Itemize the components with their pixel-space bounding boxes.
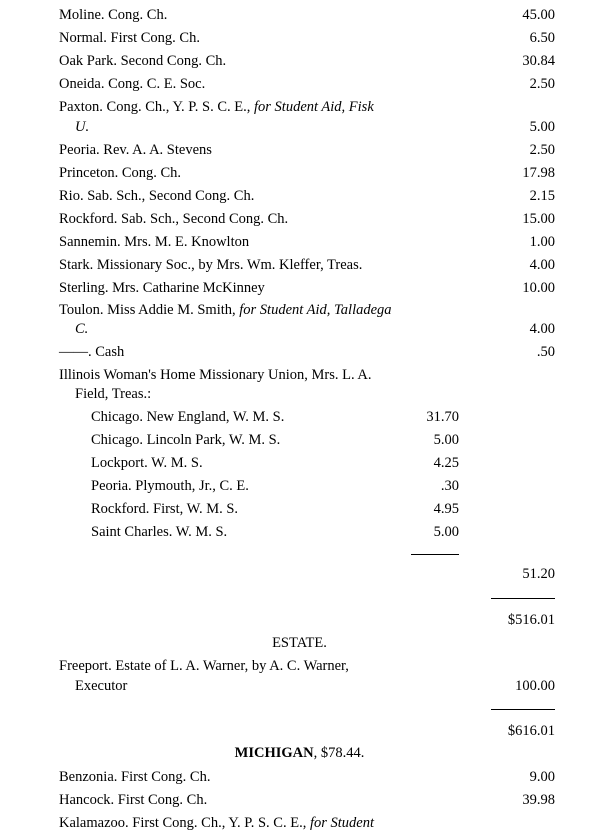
entry-label-italic: for Student bbox=[309, 815, 374, 831]
entry-amount: 5.00 bbox=[529, 119, 555, 135]
union-item bbox=[0, 475, 599, 498]
entry-label: Hancock. First Cong. Ch. bbox=[59, 792, 208, 808]
entry-amount: 1.00 bbox=[529, 234, 555, 250]
union-subtotal-row bbox=[0, 563, 599, 586]
entry-label: Peoria. Rev. A. A. Stevens bbox=[59, 142, 212, 158]
entry-amount: 10.00 bbox=[522, 280, 555, 296]
union-row-cont bbox=[0, 383, 599, 406]
union-item bbox=[0, 498, 599, 521]
union-item bbox=[0, 406, 599, 429]
entry-label: Rockford. Sab. Sch., Second Cong. Ch. bbox=[59, 211, 289, 227]
union-item bbox=[0, 429, 599, 452]
entry-label: Rio. Sab. Sch., Second Cong. Ch. bbox=[59, 188, 255, 204]
entry-row bbox=[0, 73, 599, 96]
union-item-amount: 31.70 bbox=[426, 409, 459, 425]
entry-label: Normal. First Cong. Ch. bbox=[59, 30, 200, 46]
union-item-amount: .30 bbox=[440, 478, 459, 494]
total-amount: $616.01 bbox=[507, 723, 555, 739]
estate-amount: 100.00 bbox=[515, 678, 555, 694]
entry-amount: 39.98 bbox=[522, 792, 555, 808]
union-item-amount: 4.25 bbox=[433, 455, 459, 471]
entry-label: Sannemin. Mrs. M. E. Knowlton bbox=[59, 234, 250, 250]
entry-label-text: Toulon. Miss Addie M. Smith, bbox=[59, 302, 240, 318]
entry-row bbox=[0, 254, 599, 277]
entry-continuation bbox=[75, 319, 88, 339]
entry-amount: 17.98 bbox=[522, 165, 555, 181]
michigan-heading-total: , $78.44. bbox=[313, 745, 365, 761]
estate-label: Freeport. Estate of L. A. Warner, by A. C. Warner, bbox=[59, 658, 349, 674]
michigan-heading bbox=[0, 743, 599, 763]
entry-label: ——. Cash bbox=[59, 344, 125, 360]
entry-label: Oneida. Cong. C. E. Soc. bbox=[59, 76, 206, 92]
entry-continuation-italic: C. bbox=[75, 321, 89, 337]
entry-continuation-italic: U. bbox=[75, 119, 90, 135]
total-row bbox=[0, 720, 599, 743]
michigan-heading-name: MICHIGAN bbox=[234, 745, 314, 761]
entry-row bbox=[0, 139, 599, 162]
entry-amount: 45.00 bbox=[522, 7, 555, 23]
entry-amount: 4.00 bbox=[529, 321, 555, 337]
entry-amount: 4.00 bbox=[529, 257, 555, 273]
entry-label bbox=[59, 97, 374, 117]
union-item bbox=[0, 521, 599, 544]
entry-label: Princeton. Cong. Ch. bbox=[59, 165, 182, 181]
entry-row bbox=[0, 162, 599, 185]
estate-row-cont bbox=[0, 675, 599, 698]
entry-label-italic: for Student Aid, Talladega bbox=[239, 302, 392, 318]
entry-label: Sterling. Mrs. Catharine McKinney bbox=[59, 280, 265, 296]
union-label: Illinois Woman's Home Missionary Union, Mrs. L. A. bbox=[59, 367, 372, 383]
entry-label: Benzonia. First Cong. Ch. bbox=[59, 769, 211, 785]
entry-row-toulon-cont bbox=[0, 318, 599, 341]
entry-row bbox=[0, 208, 599, 231]
entry-amount: 2.50 bbox=[529, 142, 555, 158]
entry-amount: .50 bbox=[536, 344, 555, 360]
entry-label bbox=[59, 813, 374, 833]
union-label-cont: Field, Treas.: bbox=[75, 386, 152, 402]
estate-heading: ESTATE. bbox=[272, 635, 327, 651]
entry-row-cash bbox=[0, 341, 599, 364]
union-item-label: Rockford. First, W. M. S. bbox=[91, 501, 239, 517]
total-amount: $516.01 bbox=[507, 612, 555, 628]
union-item bbox=[0, 452, 599, 475]
entry-row bbox=[0, 789, 599, 812]
entry-row bbox=[0, 4, 599, 27]
entry-row-paxton-cont bbox=[0, 116, 599, 139]
union-item-label: Chicago. Lincoln Park, W. M. S. bbox=[91, 432, 281, 448]
entry-label: Stark. Missionary Soc., by Mrs. Wm. Kleffer, Treas. bbox=[59, 257, 363, 273]
subtotal-rule bbox=[411, 554, 459, 555]
union-item-amount: 4.95 bbox=[433, 501, 459, 517]
total-rule bbox=[491, 709, 555, 710]
entry-amount: 2.50 bbox=[529, 76, 555, 92]
union-item-label: Peoria. Plymouth, Jr., C. E. bbox=[91, 478, 249, 494]
entry-label-italic: for Student Aid, Fisk bbox=[254, 99, 374, 115]
entry-row-kalamazoo bbox=[0, 812, 599, 835]
entry-label-text: Kalamazoo. First Cong. Ch., Y. P. S. C. E., bbox=[59, 815, 310, 831]
entry-label: Oak Park. Second Cong. Ch. bbox=[59, 53, 227, 69]
entry-row bbox=[0, 50, 599, 73]
entry-label-text: Paxton. Cong. Ch., Y. P. S. C. E., bbox=[59, 99, 254, 115]
entry-row bbox=[0, 185, 599, 208]
entry-row bbox=[0, 27, 599, 50]
union-item-amount: 5.00 bbox=[433, 432, 459, 448]
entry-amount: 6.50 bbox=[529, 30, 555, 46]
entry-label bbox=[59, 300, 392, 320]
entry-continuation bbox=[75, 117, 89, 137]
union-item-label: Chicago. New England, W. M. S. bbox=[91, 409, 285, 425]
entry-row bbox=[0, 231, 599, 254]
entry-amount: 9.00 bbox=[529, 769, 555, 785]
entry-label: Moline. Cong. Ch. bbox=[59, 7, 168, 23]
entry-amount: 2.15 bbox=[529, 188, 555, 204]
entry-amount: 30.84 bbox=[522, 53, 555, 69]
union-item-label: Lockport. W. M. S. bbox=[91, 455, 203, 471]
union-subtotal: 51.20 bbox=[522, 566, 555, 582]
entry-amount: 15.00 bbox=[522, 211, 555, 227]
total-row bbox=[0, 609, 599, 632]
entry-row bbox=[0, 766, 599, 789]
total-rule bbox=[491, 598, 555, 599]
union-item-amount: 5.00 bbox=[433, 524, 459, 540]
estate-label-cont: Executor bbox=[75, 678, 128, 694]
union-item-label: Saint Charles. W. M. S. bbox=[91, 524, 228, 540]
entry-row bbox=[0, 277, 599, 300]
